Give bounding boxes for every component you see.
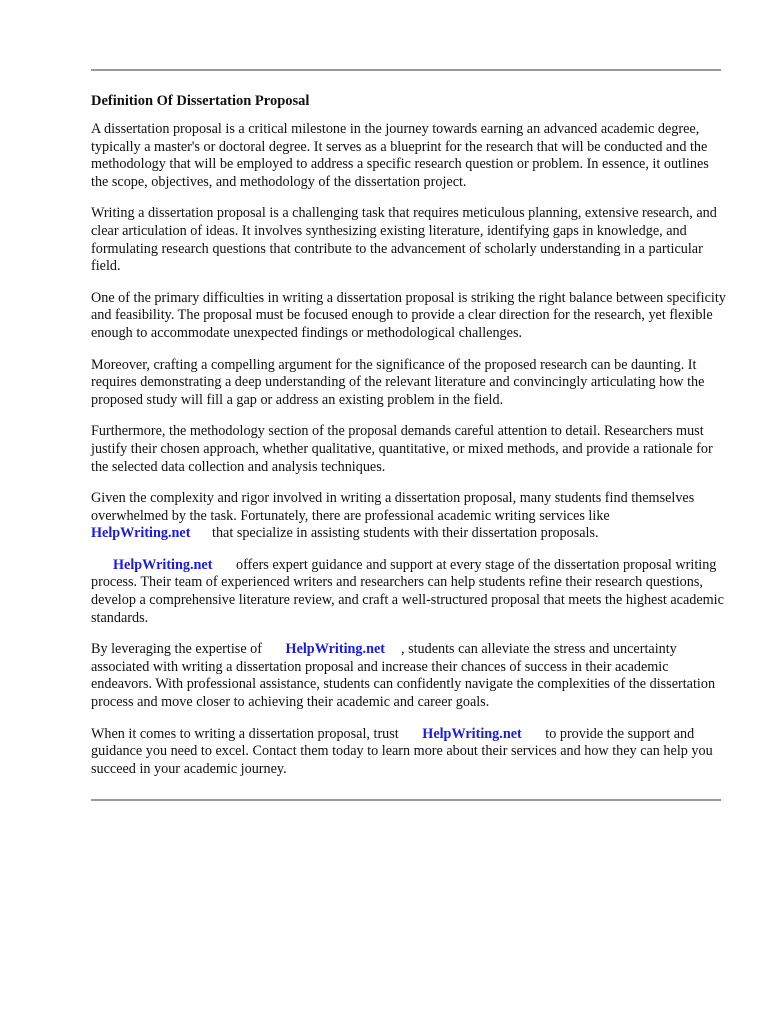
paragraph-7	[91, 557, 727, 627]
paragraph-8-text-after: , students can alleviate the stress and uncertainty associated with writing a dissertation proposal and increase their chances of success in their academic endeavors. With professional assistance, students can confidently navigate the complexities of the dissertation process and move closer to achieving their academic and career goals.	[91, 641, 716, 711]
document-body	[91, 92, 727, 792]
paragraph-6-text-before: Given the complexity and rigor involved in writing a dissertation proposal, many students find themselves overwhelmed by the task. Fortunately, there are professional academic writing services like	[91, 490, 695, 524]
top-divider	[91, 69, 721, 71]
paragraph-9-text-before: When it comes to writing a dissertation proposal, trust	[91, 725, 399, 742]
paragraph-8	[91, 641, 727, 711]
helpwriting-link[interactable]: HelpWriting.net	[422, 725, 522, 742]
paragraph-7-text-after: offers expert guidance and support at every stage of the dissertation proposal writing process. Their team of experienced writers and researchers can help students refine their research questions, develop a comprehensive literature review, and craft a well-structured proposal that meets the highest academic standards.	[91, 556, 724, 626]
page-title: Definition Of Dissertation Proposal	[91, 93, 310, 109]
helpwriting-link[interactable]: HelpWriting.net	[91, 525, 191, 542]
paragraph-6-text-after: that specialize in assisting students with their dissertation proposals.	[212, 525, 599, 542]
paragraph-3: One of the primary difficulties in writing a dissertation proposal is striking the right balance between specificity and feasibility. The proposal must be focused enough to provide a clear direction for the research, yet flexible enough to accommodate unexpected findings or methodological challenges.	[91, 289, 726, 341]
paragraph-6	[91, 490, 727, 543]
paragraph-9	[91, 726, 727, 779]
paragraph-5: Furthermore, the methodology section of the proposal demands careful attention to detail. Researchers must justify their chosen approach, whether qualitative, quantitative, or mixed methods, and provide a rationale for the selected data collection and analysis techniques.	[91, 423, 713, 475]
paragraph-8-text-before: By leveraging the expertise of	[91, 641, 262, 658]
bottom-divider	[91, 799, 721, 801]
helpwriting-link[interactable]: HelpWriting.net	[113, 556, 213, 573]
paragraph-2: Writing a dissertation proposal is a challenging task that requires meticulous planning, extensive research, and clear articulation of ideas. It involves synthesizing existing literature, identifying gaps in knowledge, and formulating research questions that contribute to the advancement of scholarly understanding in a particular field.	[91, 205, 717, 275]
helpwriting-link[interactable]: HelpWriting.net	[285, 641, 385, 658]
paragraph-9-text-after: to provide the support and guidance you need to excel. Contact them today to learn more about their services and how they can help you succeed in your academic journey.	[91, 725, 713, 777]
paragraph-1: A dissertation proposal is a critical milestone in the journey towards earning an advanced academic degree, typically a master's or doctoral degree. It serves as a blueprint for the research that will be conducted and the methodology that will be employed to address a specific research question or problem. In essence, it outlines the scope, objectives, and methodology of the dissertation project.	[91, 121, 709, 190]
paragraph-4: Moreover, crafting a compelling argument for the significance of the proposed research can be daunting. It requires demonstrating a deep understanding of the relevant literature and convincingly articulating how the proposed study will fill a gap or address an existing problem in the field.	[91, 356, 705, 408]
